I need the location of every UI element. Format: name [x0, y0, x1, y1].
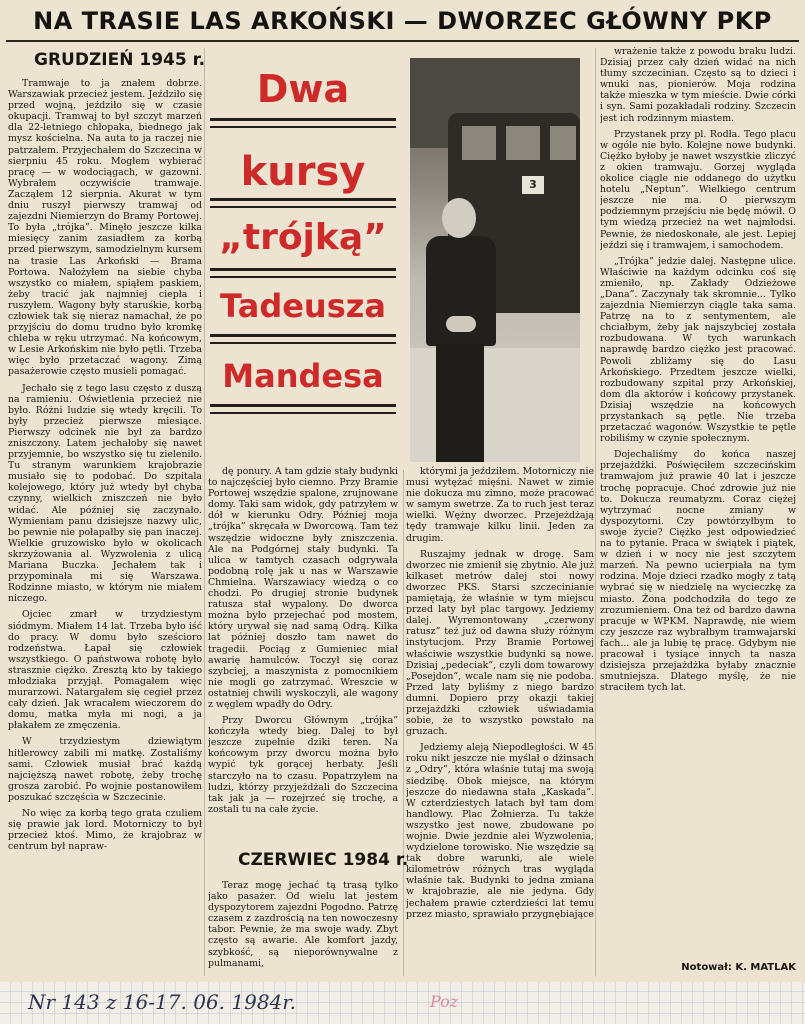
section-heading-1984: CZERWIEC 1984 r. — [238, 850, 409, 870]
handwritten-issue-note: Nr 143 z 16-17. 06. 1984r. — [28, 990, 296, 1014]
photo-tram-driver — [410, 58, 580, 462]
article-paragraph: Przystanek przy pl. Rodła. Tego placu w ogóle nie było. Kolejne nowe budynki. Ciężko byłoby je nawet wszystkie zliczyć z okien tramwaju. Gorzej wygląda okolice ciągle nie oddanego do użytku hotelu „Neptun”. Wielkiego centrum jeszcze nie ma. O pierwszym podziemnym przejściu nie będę mówił. O tym wiedzą przecież na wet najmłodsi. Pewnie, że niedoskonałe, ale jest. Lepiej jeździ się i tramwajem, i samochodem. — [600, 128, 796, 251]
title-bar — [210, 206, 396, 208]
title-bar — [210, 126, 396, 128]
article-paragraph: dę ponury. A tam gdzie stały budynki to najczęściej było ciemno. Przy Bramie Portowej wszędzie spalone, zrujnowane domy. Taki sam widok, gdy patrzyłem w dół w kierunku Odry. Później moja „trójka” skręcała w Dworcową. Tam też wszędzie widoczne były zniszczenia. Ale na Podgórnej stały budynki. Ta ulica w tamtych czasach odgrywała podobną rolę jak u nas w Warszawie Chmielna. Warszawiacy wiedzą o co chodzi. Po drugiej stronie budynek ratusza stał wypalony. Do dworca można było przejechać pod mostem, który urywał się nad samą Odrą. Kilka lat później doszło tam nawet do tragedii. Pociąg z Gumieniec miał awarię hamulców. Toczył się coraz szybciej, a maszynista z pomocnikiem nie mogli go zatrzymać. Wreszcie w ostatniej chwili wyskoczyli, ale wagony z węglem wpadły do Odry. — [208, 466, 398, 710]
headline-rule — [6, 40, 799, 42]
article-column-2 — [208, 466, 398, 842]
title-line-4: Tadeusza — [220, 287, 386, 325]
article-paragraph: którymi ja jeździłem. Motorniczy nie musi wytężać mięśni. Nawet w zimie nie dokucza mu zimno, może pracować w samym swetrze. Za to ruch jest teraz wielki. Wężny dworzec. Przejeżdżają tędy tramwaje kilku linii. Jeden za drugim. — [406, 466, 594, 544]
tram-window — [506, 126, 540, 160]
article-paragraph: Ruszajmy jednak w drogę. Sam dworzec nie zmienił się zbytnio. Ale już kilkaset metrów dalej stoi nowy dworzec PKS. Starsi szczecinianie pamiętają, że właśnie w tym miejscu przed laty był plac targowy. Jedziemy dalej. Wyremontowany „czerwony ratusz” też już od dawna służy różnym instytucjom. Przy Bramie Portowej właściwie wszystkie budynki są nowe. Dzisiaj „pedeciak”, czyli dom towarowy „Posejdon”, wcale nam się nie podoba. Przed laty byliśmy z niego bardzo dumni. Dopiero przy okazji takiej przejażdżki człowiek uświadamia sobie, że to wszystko powstało na gruzach. — [406, 548, 594, 738]
man-head — [442, 198, 476, 238]
column-divider — [595, 48, 596, 976]
handwritten-mark: Poz — [430, 992, 459, 1011]
column-divider — [204, 48, 205, 976]
article-paragraph: Jedziemy aleją Niepodległości. W 45 roku nikt jeszcze nie myślał o dżinsach z „Odry”, która właśnie tutaj ma swoją siedzibę. Obok miejsce, na którym jeszcze do niedawna stała „Kaskada”. W czterdziestych latach był tam dom handlowy. Plac Żołnierza. Tu także wszystko jest nowe, zbudowane po wojnie. Dwie jezdnie alei Wyzwolenia, wydzielone torowisko. Nie wszędzie są tak dobre warunki, ale wiele kilometrów różnych tras wygląda właśnie tak. Budynki to jedna zmiana w krajobrazie, ale nie jedyna. Gdy jechałem prawie czterdzieści lat temu przez miasto, sprawiało przygnębiające — [406, 742, 594, 920]
article-paragraph: Teraz mogę jechać tą trasą tylko jako pasażer. Od wielu lat jestem dyspozytorem zajezdni Pogodno. Patrzę czasem z zazdrością na ten nowoczesny tabor. Pewnie, że ma swoje wady. Zbyt często są awarie. Ale komfort jazdy, szybkość, są nieporównywalne z pulmanami, — [208, 880, 398, 969]
tram-window — [550, 126, 576, 160]
title-bar — [210, 334, 396, 337]
article-paragraph: Tramwaje to ja znałem dobrze. Warszawiak przecież jestem. Jeździło się przed wojną, jeździło się w czasie okupacji. Tramwaj to był szczyt marzeń dla 22-letniego chłopaka, biednego jak mysz kościelna. Na auta to ja raczej nie patrzałem. Przyjechałem do Szczecina w sierpniu 45 roku. Mogłem wybierać pracę — w wodociągach, w gazowni. Wybrałem oczywiście tramwaje. Zacząłem 12 sierpnia. Akurat w tym dniu ruszył pierwszy tramwaj od zajezdni Niemierzyn do Bramy Portowej. To była „trójka”. Minęło jeszcze kilka miesięcy zanim zasiadłem za korbą przed pierwszym, samodzielnym kursem na trasie Las Arkoński — Brama Portowa. Nałożyłem na siebie chyba wszystko co miałem, spiąłem paskiem, żeby tracić jak najmniej ciepła i ruszyłem. Wagony były staruśkie, korbą człowiek tak się nieraz namachał, że po przyjściu do domu trudno było kromkę chleba w ręku utrzymać. Na końcowym, w Lesie Arkońskim nie było pętli. Trzeba więc było przetaczać wagony. Zimą pasażerowie często musieli pomagać. — [8, 78, 202, 378]
title-bar — [210, 404, 396, 407]
tram-line-number: 3 — [522, 176, 544, 194]
author-signature: Notował: K. MATLAK — [681, 962, 796, 973]
man-legs — [436, 344, 484, 462]
article-column-4 — [600, 46, 796, 958]
article-paragraph: W trzydziestym dziewiątym hitlerowcy zabili mi matkę. Zostaliśmy sami. Człowiek musiał brać każdą najcięższą nawet robotę, żeby trochę grosza zarobić. Po wojnie postanowiłem poszukać szczęścia w Szczecinie. — [8, 736, 202, 803]
tram-window — [462, 126, 496, 160]
man-figure — [420, 198, 502, 462]
title-line-2: kursy — [240, 149, 366, 195]
title-bar — [210, 276, 396, 278]
article-paragraph: Jechało się z tego lasu często z duszą na ramieniu. Oświetlenia przecież nie było. Różni ludzie się wtedy kręcili. To były przecież pierwsze miesiące. Pierwszy odcinek nie był za bardzo zniszczony. Latem jechałoby się nawet przyjemnie, bo wszystko się tu zieleniło. Tu stranym warunkiem krajobrazie musiało się to podobać. Do szpitala kolejowego, który już wtedy był chyba czynny, wielkich zniszczeń nie było widać. Ale później się zaczynało. Wymieniam panu dzisiejsze nazwy ulic, bo pewnie nie połapałby się pan inaczej. Wielkie gruzowisko było w okolicach skrzyżowania al. Wyzwolenia z ulicą Mariana Buczka. Jechałem tak i przypominała mi się Warszawa. Rodzinne miasto, w którym nie miałem niczego. — [8, 382, 202, 605]
title-bar — [210, 412, 396, 414]
article-paragraph: Przy Dworcu Głównym „trójka” kończyła wtedy bieg. Dalej to był jeszcze zupełnie dziki teren. Na końcowym przy dworcu można było wypić tyk gorącej herbaty. Jeśli starczyło na to czasu. Popatrzyłem na ludzi, którzy przyjeżdżali do Szczecina tak jak ja — rozejrzeć się trochę, a zostali tu na całe życie. — [208, 715, 398, 815]
title-bar — [210, 268, 396, 271]
article-column-2b — [208, 880, 398, 976]
article-paragraph: Ojciec zmarł w trzydziestym siódmym. Miałem 14 lat. Trzeba było iść do pracy. W domu było sześcioro rodzeństwa. Łapał się człowiek wszystkiego. O państwowa robotę było strasznie ciężko. Zresztą kto by takiego młodziaka przyjął. Pomagałem więc murarzowi. Natargałem się cegieł przez cały dzień. Jak wracałem wieczorem do domu, matka myła mi nogi, a ja płakałem ze zmęczenia. — [8, 609, 202, 732]
article-paragraph: Dojechaliśmy do końca naszej przejażdżki. Poświęciłem szczecińskim tramwajom już prawie 40 lat i jeszcze trochę popracuje. Choć zdrowie już nie to. Dokucza reumatyzm. Coraz ciężej wytrzymać nocne zmiany w dyspozytorni. Czy powtórzyłbym to swoje życie? Ciężko jest odpowiedzieć na to pytanie. Praca w świątek i piątek, w dzień i w nocy nie jest szczytem marzeń. Na pewno ucierpiała na tym rodzina. Moje dzieci rzadko mogły z tatą wybrać się w niedzielę na wycieczkę za miasto. Żona podchodziła do tego ze zrozumieniem. Ona też od bardzo dawna pracuje w WPKM. Naprawdę, nie wiem czy jeszcze raz wybrałbym tramwajarski fach... ale ja lubię tę pracę. Gdybym nie pracował i tysiące innych ta nasza dzisiejsza przejażdżka byłaby znacznie smutniejsza. Dlatego myślę, że nie straciłem tych lat. — [600, 449, 796, 694]
title-bar — [210, 118, 396, 121]
article-column-3 — [406, 466, 594, 976]
title-line-5: Mandesa — [222, 357, 384, 395]
man-hands — [446, 316, 476, 332]
section-heading-1945: GRUDZIEŃ 1945 r. — [34, 50, 206, 70]
title-line-1: Dwa — [256, 67, 350, 111]
title-line-3: „trójką” — [219, 217, 387, 258]
title-bar — [210, 198, 396, 201]
article-column-1 — [8, 78, 202, 976]
article-paragraph: No więc za korbą tego grata czuliem się prawie jak lord. Motorniczy to był przecież ktoś. Mimo, że krajobraz w centrum był napraw- — [8, 808, 202, 853]
article-title — [208, 64, 398, 418]
column-divider — [403, 470, 404, 976]
article-paragraph: wrażenie także z powodu braku ludzi. Dzisiaj przez cały dzień widać na nich tłumy szczecinian. Często są to dzieci i wnuki nas, pionierów. Moja rodzina także mieszka w tym mieście. Dwie córki i syn. Sami pozakładali rodziny. Szczecin jest ich rodzinnym miastem. — [600, 46, 796, 124]
article-paragraph: „Trójka” jedzie dalej. Następne ulice. Właściwie na każdym odcinku coś się zmieniło, np. Zakłady Odzieżowe „Dana”. Zaczynały tak skromnie... Tylko zajezdnia Niemierzyn ciągle taka sama. Patrzę na to z sentymentem, ale chciałbym, żeby jak najszybciej została rozbudowana. W tych warunkach naprawdę bardzo ciężko jest pracować. Powoli zbliżamy się do Lasu Arkońskiego. Przedtem jeszcze wielki, rozbudowany szpital przy Arkońskiej, dom dla aktorów i końcowy przystanek. Dzisiaj wszędzie na końcowych przystankach są pętle. Nie trzeba przetaczać wagonów. Wszystkie te pętle robiliśmy w czynie społecznym. — [600, 255, 796, 445]
archive-card-strip — [0, 982, 805, 1024]
title-bar — [210, 342, 396, 344]
headline: NA TRASIE LAS ARKOŃSKI — DWORZEC GŁÓWNY PKP — [33, 7, 772, 35]
